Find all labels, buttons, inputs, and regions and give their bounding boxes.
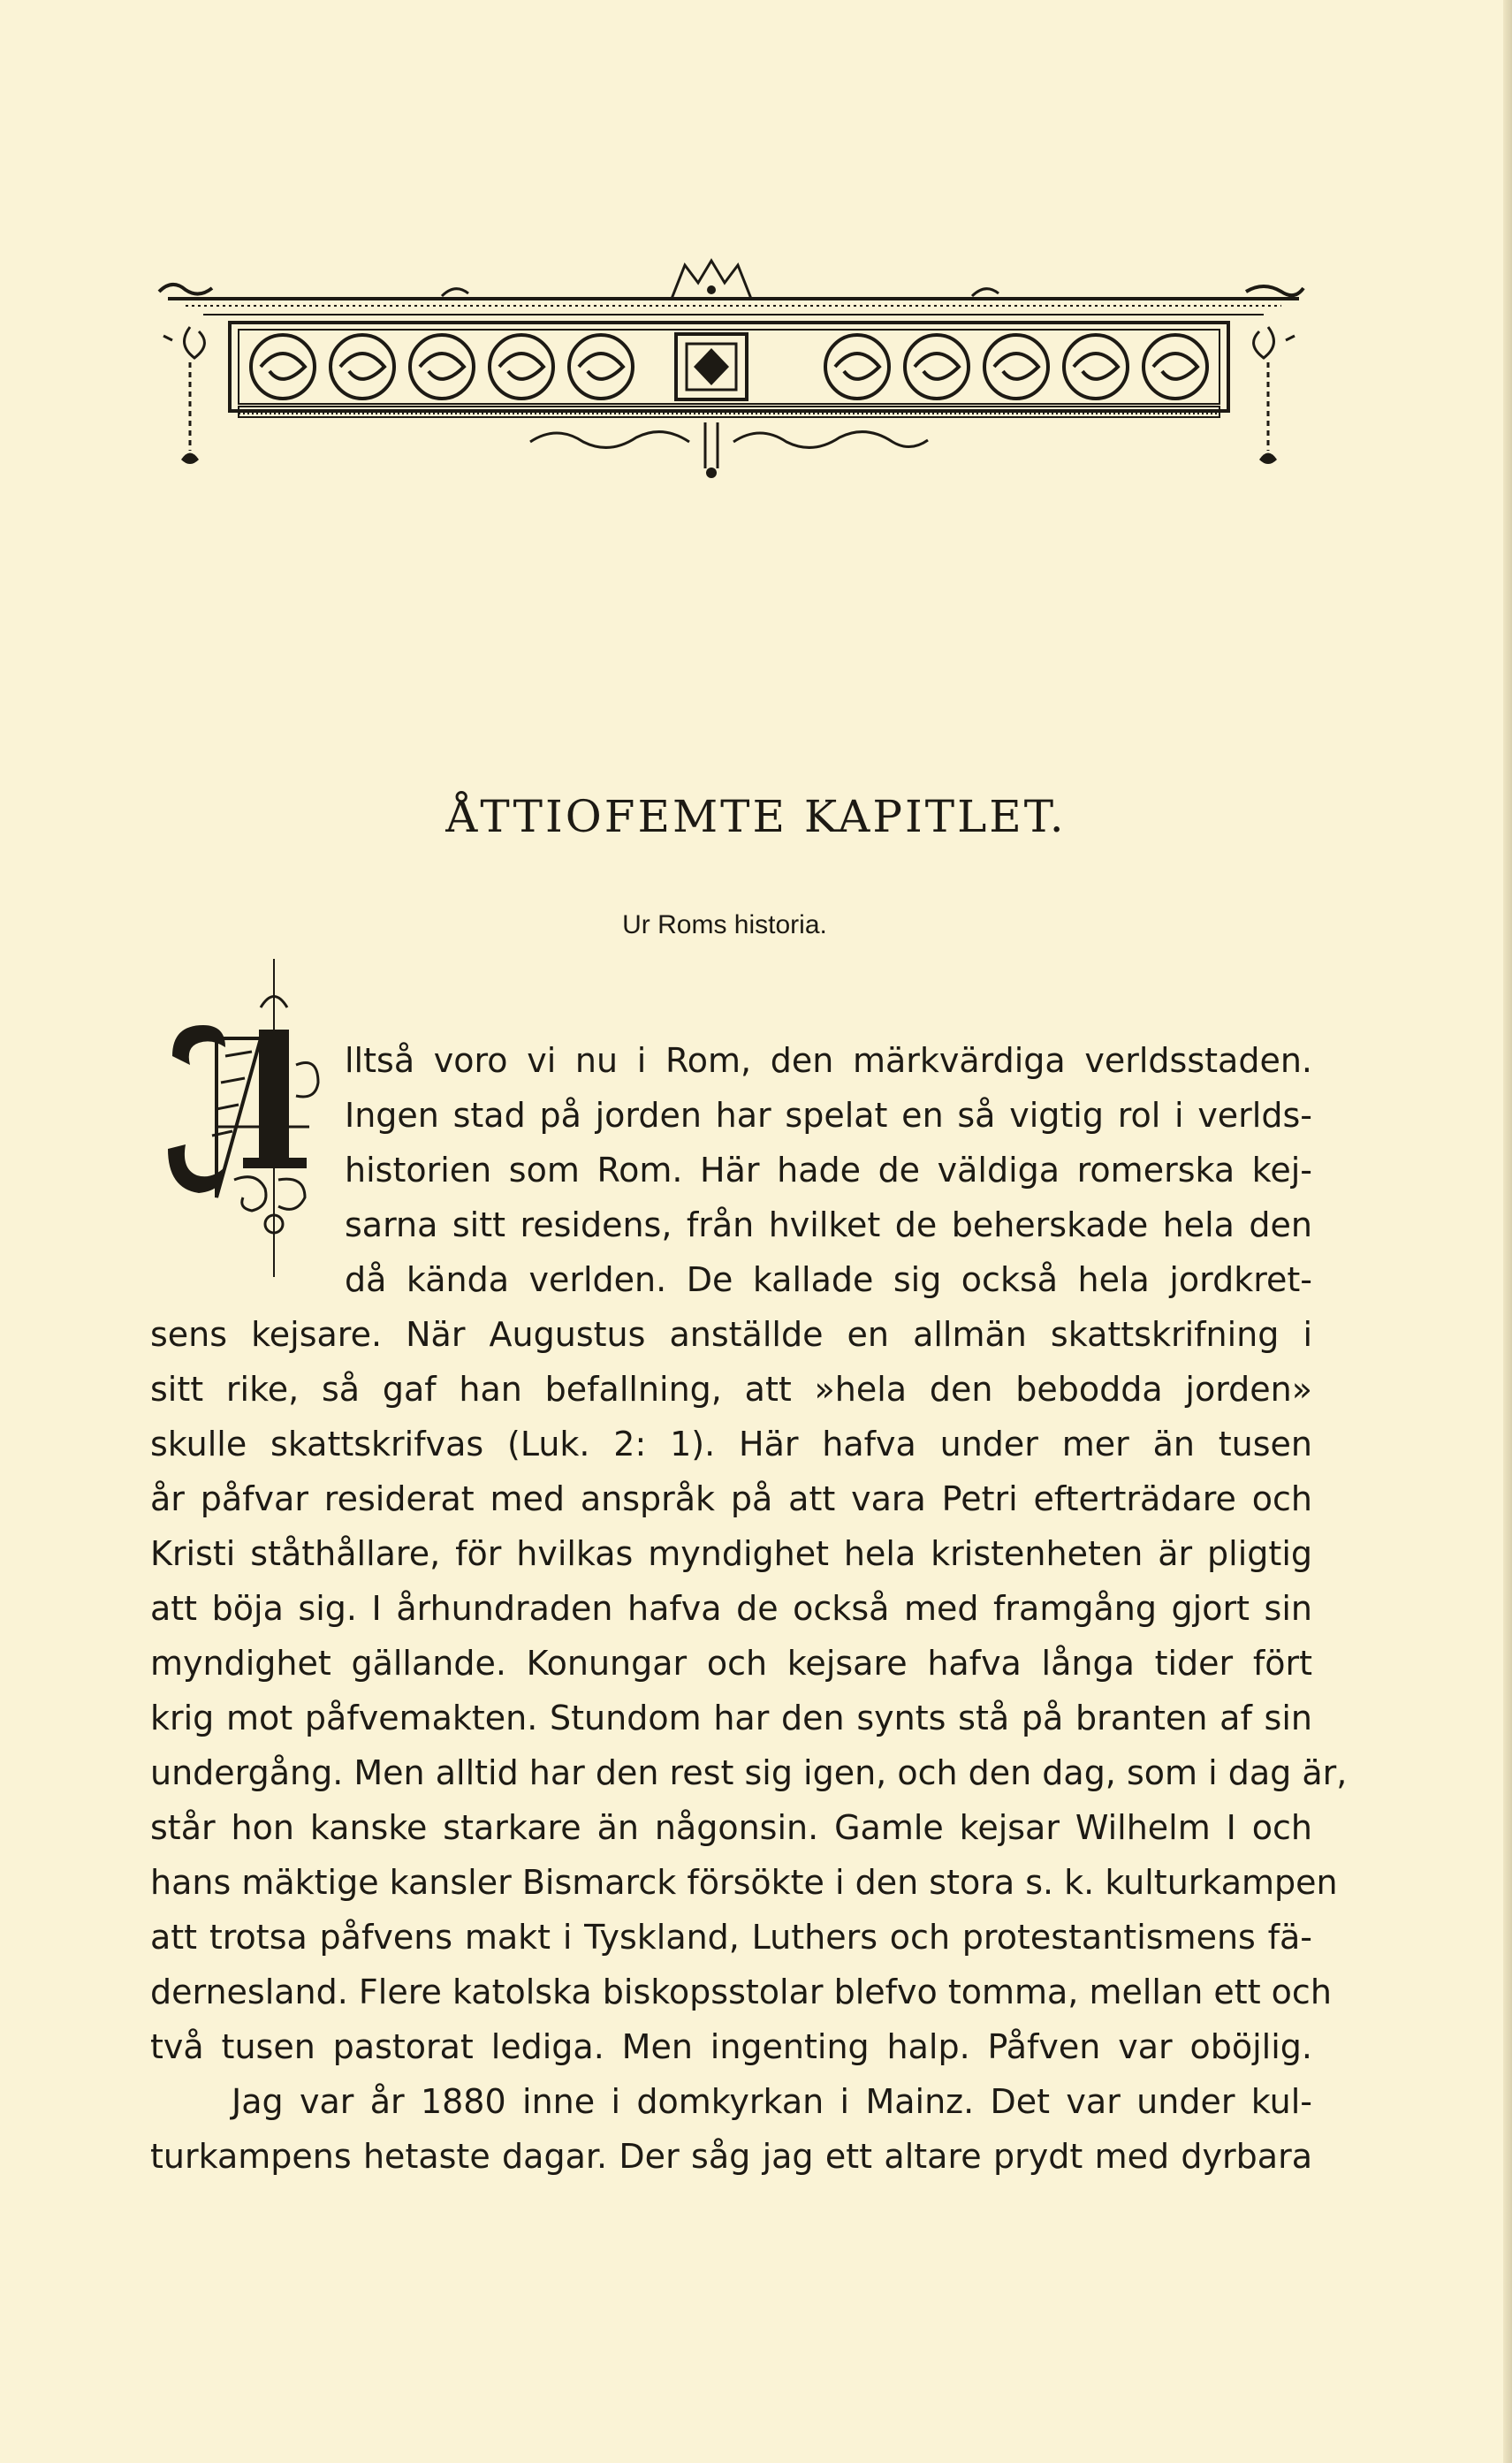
chapter-title: ÅTTIOFEMTE KAPITLET. (445, 791, 1067, 842)
text-line: står hon kanske starkare än någonsin. Gamle kejsar Wilhelm I och (150, 1808, 1312, 1847)
text-line: då kända verlden. De kallade sig också hela jordkret- (345, 1260, 1312, 1299)
chapter-subtitle: Ur Roms historia. (622, 910, 827, 939)
text-line: hans mäktige kansler Bismarck försökte i den stora s. k. kulturkampen (150, 1863, 1338, 1902)
text-line: undergång. Men alltid har den rest sig igen, och den dag, som i dag är, (150, 1753, 1348, 1792)
text-line: två tusen pastorat lediga. Men ingenting halp. Påfven var oböjlig. (150, 2027, 1312, 2066)
text-line: krig mot påfvemakten. Stundom har den synts stå på branten af sin (150, 1699, 1312, 1737)
text-line: sarna sitt residens, från hvilket de beherskade hela den (345, 1205, 1312, 1244)
text-line: myndighet gällande. Konungar och kejsare hafva långa tider fört (150, 1644, 1312, 1683)
page-edge (1503, 0, 1512, 2463)
text-line: år påfvar residerat med anspråk på att vara Petri efterträdare och (150, 1479, 1312, 1518)
text-line: Jag var år 1880 inne i domkyrkan i Mainz. Det var under kul- (232, 2082, 1312, 2121)
drop-cap-initial (163, 959, 340, 1286)
text-line: sens kejsare. När Augustus anställde en allmän skattskrifning i (150, 1315, 1312, 1354)
text-line: Ingen stad på jorden har spelat en så vigtig rol i verlds- (345, 1096, 1312, 1135)
text-line: Kristi ståthållare, för hvilkas myndighet hela kristenheten är pligtig (150, 1534, 1312, 1573)
text-line: sitt rike, så gaf han befallning, att »hela den bebodda jorden» (150, 1370, 1312, 1409)
text-line: lltså voro vi nu i Rom, den märkvärdiga verldsstaden. (345, 1041, 1312, 1080)
text-line: att böja sig. I århundraden hafva de också med framgång gjort sin (150, 1589, 1312, 1628)
text-line: dernesland. Flere katolska biskopsstolar blefvo tomma, mellan ett och (150, 1973, 1332, 2011)
text-line: historien som Rom. Här hade de väldiga romerska kej- (345, 1151, 1312, 1190)
ornamental-headpiece (150, 256, 1308, 486)
text-line: turkampens hetaste dagar. Der såg jag ett altare prydt med dyrbara (150, 2137, 1312, 2176)
text-line: att trotsa påfvens makt i Tyskland, Luthers och protestantismens fä- (150, 1918, 1312, 1957)
text-line: skulle skattskrifvas (Luk. 2: 1). Här hafva under mer än tusen (150, 1425, 1312, 1463)
